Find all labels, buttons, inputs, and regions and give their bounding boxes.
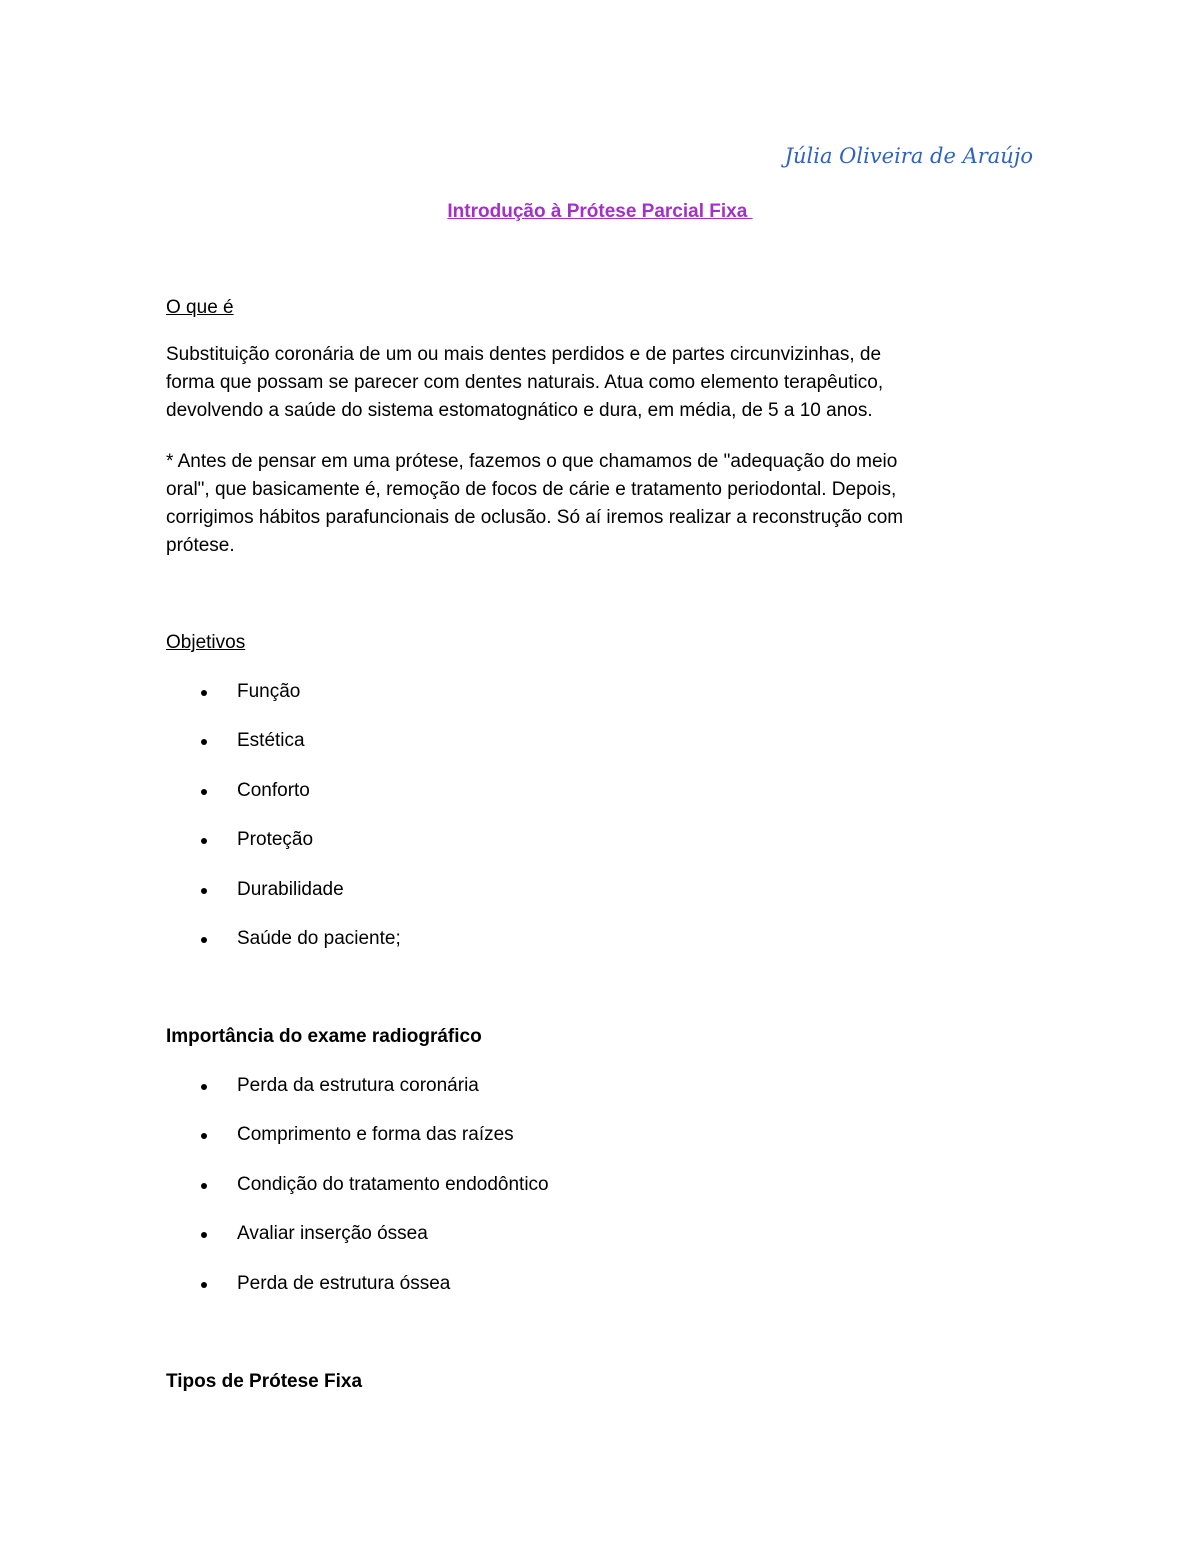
section-heading-tipos-protese: Tipos de Prótese Fixa — [166, 1371, 363, 1392]
bullet-icon — [201, 888, 207, 894]
paragraph-line: * Antes de pensar em uma prótese, fazemos o que chamamos de "adequação do meio — [166, 451, 898, 472]
bullet-icon — [201, 1282, 207, 1288]
paragraph-line: corrigimos hábitos parafuncionais de oclusão. Só aí iremos realizar a reconstrução com — [166, 507, 904, 528]
bullet-icon — [201, 1084, 207, 1090]
section-heading-exame-radiografico: Importância do exame radiográfico — [166, 1026, 482, 1047]
paragraph-definition — [166, 341, 883, 425]
paragraph-line: oral", que basicamente é, remoção de focos de cárie e tratamento periodontal. Depois, — [166, 479, 897, 500]
bullet-icon — [201, 789, 207, 795]
paragraph-line: devolvendo a saúde do sistema estomatognático e dura, em média, de 5 a 10 anos. — [166, 400, 873, 421]
bullet-icon — [201, 1183, 207, 1189]
bullet-icon — [201, 690, 207, 696]
bullet-icon — [201, 1133, 207, 1139]
section-heading-o-que-e: O que é — [166, 297, 234, 318]
paragraph-line: forma que possam se parecer com dentes naturais. Atua como elemento terapêutico, — [166, 372, 884, 393]
author-name: Júlia Oliveira de Araújo — [784, 144, 1033, 168]
paragraph-line: prótese. — [166, 535, 235, 556]
document-page: Júlia Oliveira de Araújo Introdução à Prótese Parcial Fixa O que é Substituição coronária de um ou mais dentes perdidos e de partes circunvizinhas, de forma que possam se parecer com dentes naturais. Atua como elemento terapêutico, devolvendo a saúde do sistema estomatognático e dura, em média, de 5 a 10 anos. * Antes de pensar em uma prótese, fazemos o que chamamos de "adequação do meio oral", que basicamente é, remoção de focos de cárie e tratamento periodontal. Depois, corrigimos hábitos parafuncionais de oclusão. Só aí iremos realizar a reconstrução com prótese. Objetivos Função Estética Conforto Proteção Durabilidade Saúde do paciente; Importância do exame radiográfico Perda da estrutura coronária Comprimento e forma das raízes Condição do tratamento endodôntico Avaliar inserção óssea Perda de estrutura óssea Tipos de Prótese Fixa — [0, 0, 1200, 1553]
document-title: Introdução à Prótese Parcial Fixa — [447, 201, 753, 222]
paragraph-line: Substituição coronária de um ou mais dentes perdidos e de partes circunvizinhas, de — [166, 344, 882, 365]
bullet-icon — [201, 937, 207, 943]
bullet-icon — [201, 739, 207, 745]
bullet-icon — [201, 1232, 207, 1238]
bullet-icon — [201, 838, 207, 844]
section-heading-objetivos: Objetivos — [166, 632, 246, 653]
paragraph-note — [166, 448, 903, 560]
